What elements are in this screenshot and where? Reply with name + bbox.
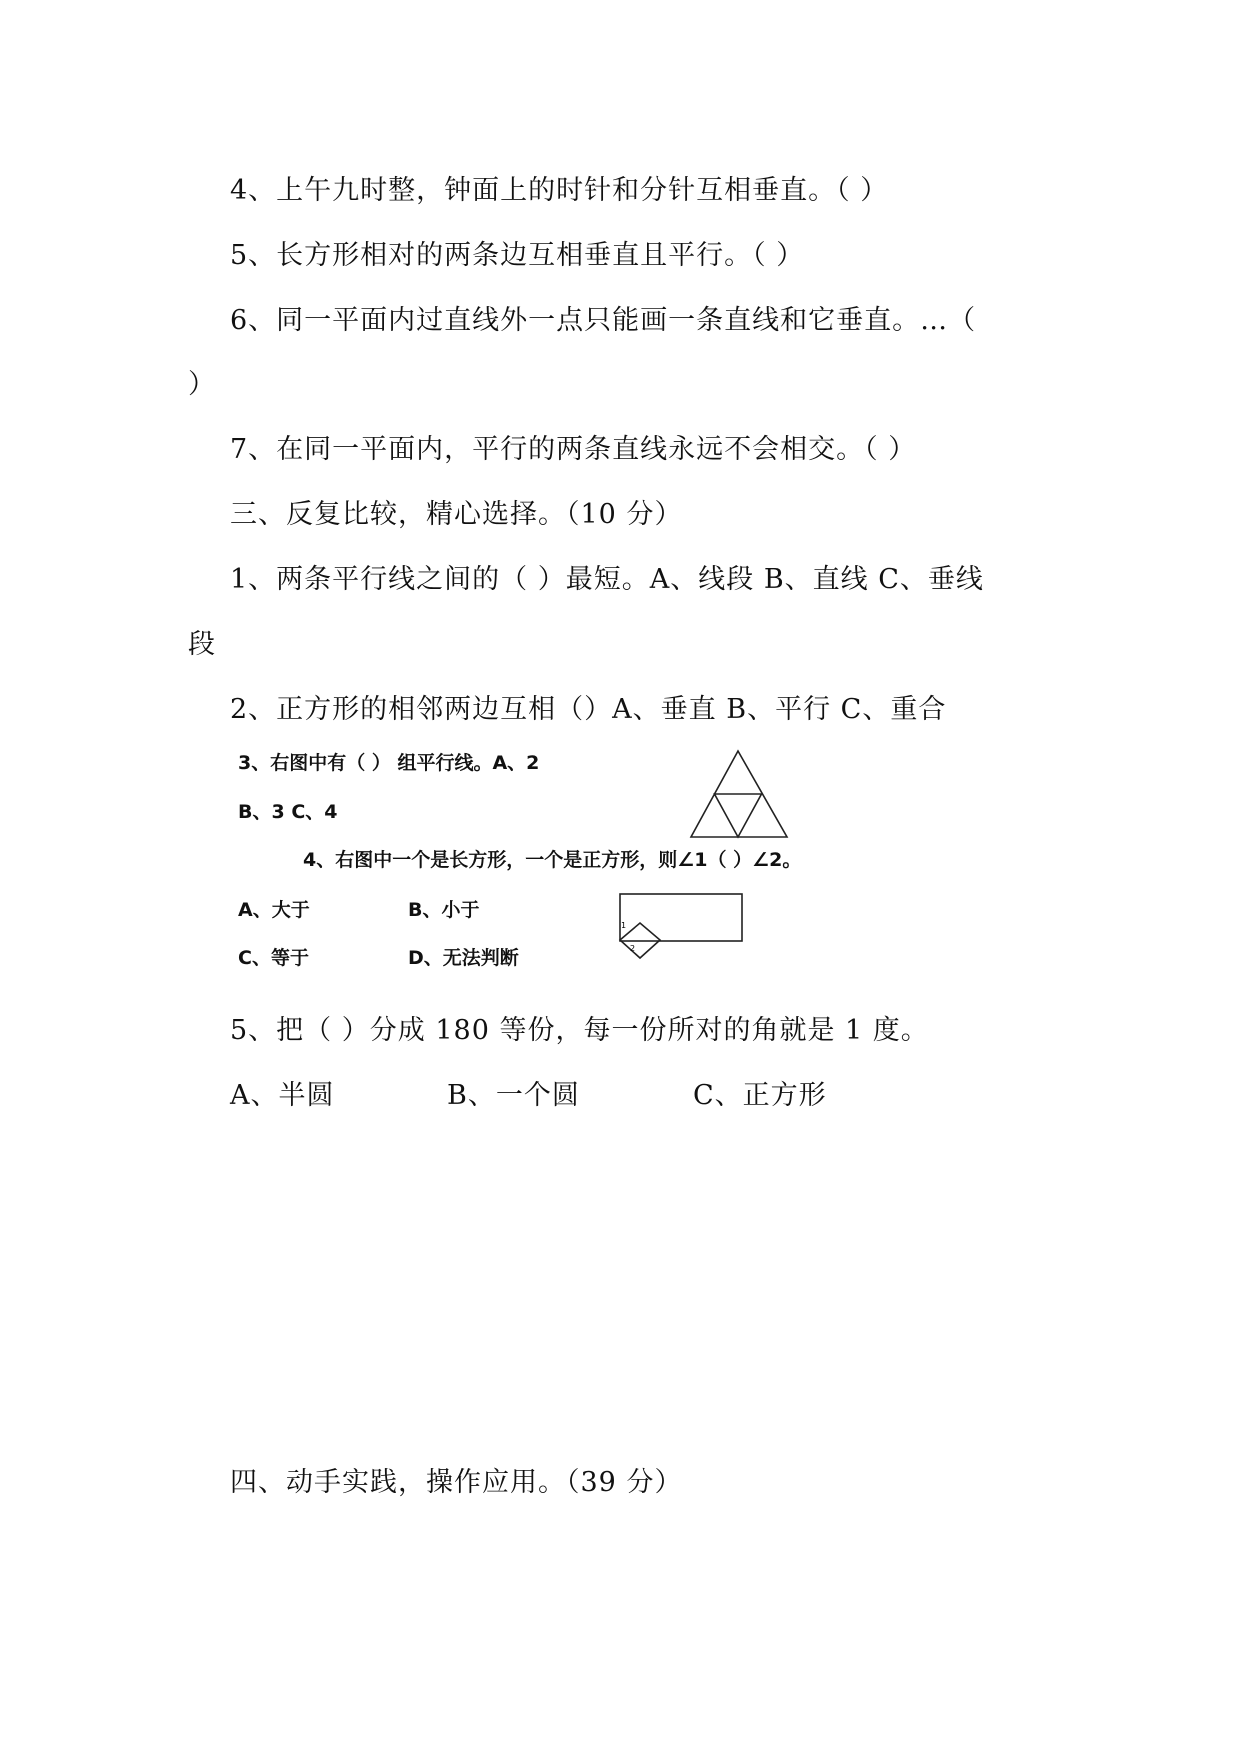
choice-question-1: 1、两条平行线之间的（ ）最短。A、线段 B、直线 C、垂线 [230, 564, 984, 595]
choice-question-4-option-c: C、等于 [238, 947, 309, 969]
section-4-heading: 四、动手实践，操作应用。（39 分） [230, 1467, 683, 1498]
judge-question-6-continuation: ） [188, 369, 216, 400]
choice-question-4: 4、右图中一个是长方形，一个是正方形，则∠1（ ）∠2。 [303, 849, 802, 871]
choice-question-3-options: B、3 C、4 [238, 801, 338, 823]
choice-question-5-option-a: A、半圆 [230, 1080, 335, 1111]
triangle-figure [683, 745, 803, 845]
choice-question-1-continuation: 段 [188, 629, 216, 660]
judge-question-6: 6、同一平面内过直线外一点只能画一条直线和它垂直。…（ [230, 305, 977, 336]
angle-1-label: 1 [621, 921, 627, 930]
judge-question-7: 7、在同一平面内，平行的两条直线永远不会相交。（ ） [230, 434, 917, 465]
rectangle-shape [620, 894, 742, 941]
choice-question-4-option-b: B、小于 [408, 899, 480, 921]
choice-question-5-option-c: C、正方形 [693, 1080, 827, 1111]
choice-question-3: 3、右图中有（ ） 组平行线。A、2 [238, 752, 540, 774]
choice-question-2: 2、正方形的相邻两边互相（）A、垂直 B、平行 C、重合 [230, 694, 947, 725]
choice-question-4-option-d: D、无法判断 [408, 947, 519, 969]
section-3-heading: 三、反复比较，精心选择。（10 分） [230, 499, 683, 530]
judge-question-4: 4、上午九时整，钟面上的时针和分针互相垂直。（ ） [230, 175, 889, 206]
choice-question-4-option-a: A、大于 [238, 899, 310, 921]
angle-2-label: 2 [630, 944, 636, 953]
choice-question-5: 5、把（ ）分成 180 等份，每一份所对的角就是 1 度。 [230, 1015, 929, 1046]
judge-question-5: 5、长方形相对的两条边互相垂直且平行。（ ） [230, 240, 805, 271]
inner-triangle [715, 794, 762, 837]
choice-question-5-option-b: B、一个圆 [447, 1080, 580, 1111]
rectangle-square-figure [615, 888, 745, 963]
